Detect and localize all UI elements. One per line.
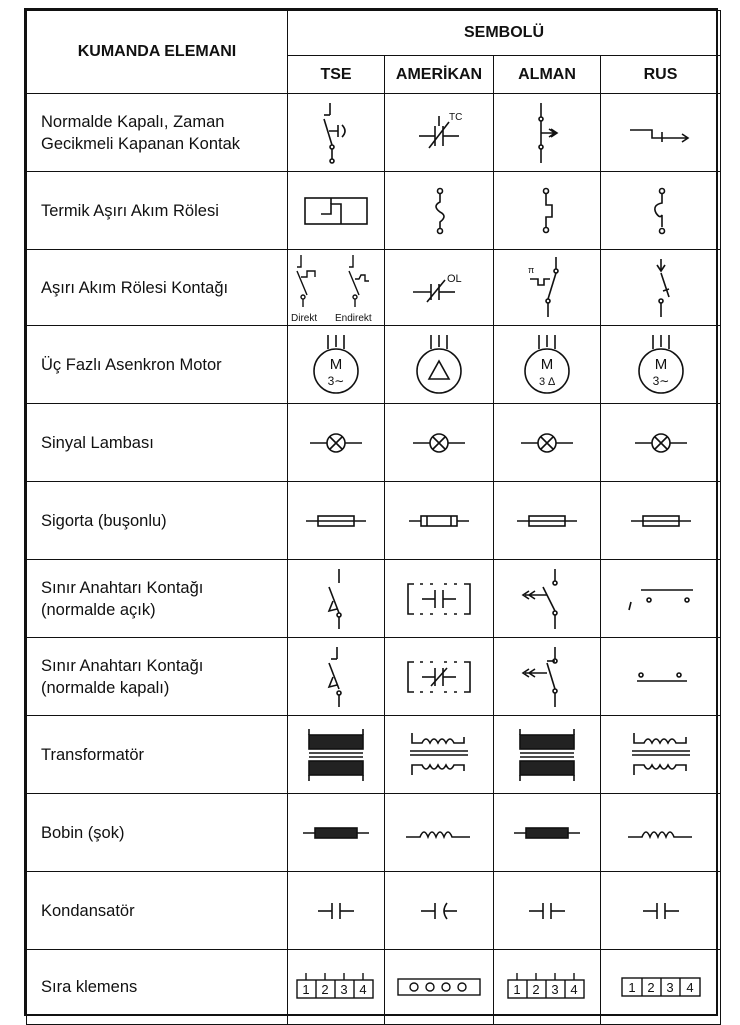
row-label-line: Normalde Kapalı, Zaman (41, 112, 225, 131)
table-row (27, 716, 721, 794)
symbol-tse (288, 172, 385, 250)
table-row (27, 94, 721, 172)
three-phase-motor-rus-symbol (631, 333, 691, 397)
nc-time-delay-contact-alman-symbol (527, 101, 567, 165)
row-label-line: Sıra klemens (41, 978, 138, 996)
symbol-rus (601, 560, 721, 638)
table-row (27, 638, 721, 716)
row-label-line: Transformatör (41, 745, 144, 764)
choke-coil-tse-symbol (301, 825, 371, 841)
capacitor-alman-symbol (527, 901, 567, 921)
symbol-amerikan (385, 94, 494, 172)
three-phase-motor-amerikan-symbol (409, 333, 469, 397)
row-label-line: Bobin (şok) (41, 823, 125, 842)
table-row (27, 560, 721, 638)
symbol-amerikan (385, 950, 494, 1025)
choke-coil-rus-symbol (626, 823, 696, 843)
symbol-alman (494, 172, 601, 250)
row-label-line: (normalde kapalı) (41, 678, 170, 697)
row-label (27, 716, 288, 794)
terminal-number: 4 (570, 982, 578, 997)
row-label-line: Sınır Anahtarı Kontağı (41, 578, 204, 597)
terminal-number: 2 (532, 982, 540, 997)
symbol-tse (288, 794, 385, 872)
symbol-amerikan (385, 172, 494, 250)
row-label-line: Kondansatör (41, 901, 135, 920)
symbol-amerikan (385, 872, 494, 950)
symbol-rus (601, 950, 721, 1025)
symbol-tse (288, 950, 385, 1025)
motor-phase-label: 3 ∆ (539, 375, 555, 388)
symbol-table (26, 10, 721, 1025)
three-phase-motor-alman-symbol (517, 333, 577, 397)
symbol-amerikan (385, 404, 494, 482)
symbol-rus (601, 94, 721, 172)
symbol-tse (288, 716, 385, 794)
header-row-top (27, 11, 721, 56)
amerikan-tc-label: TC (449, 111, 463, 123)
limit-switch-nc-amerikan-symbol (404, 658, 474, 696)
table-row (27, 950, 721, 1025)
terminal-number: 4 (685, 980, 694, 995)
terminal-number: 3 (665, 980, 674, 995)
motor-m-label: M (329, 355, 343, 373)
terminal-number: 4 (359, 982, 367, 997)
terminal-number: 1 (513, 982, 521, 997)
symbol-rus (601, 250, 721, 326)
terminal-number: 1 (302, 982, 310, 997)
symbol-rus (601, 638, 721, 716)
row-label-line: Sigorta (buşonlu) (41, 511, 167, 530)
row-label-line: Gecikmeli Kapanan Kontak (41, 134, 241, 153)
row-label (27, 172, 288, 250)
row-label (27, 638, 288, 716)
transformer-alman-symbol (514, 725, 580, 785)
overload-relay-contact-alman-symbol (522, 255, 572, 321)
symbol-amerikan (385, 482, 494, 560)
row-label-line: Sınır Anahtarı Kontağı (41, 656, 204, 675)
terminal-block-tse-symbol (293, 970, 379, 1004)
symbol-rus (601, 404, 721, 482)
terminal-number: 2 (321, 982, 329, 997)
nc-time-delay-contact-rus-symbol (626, 118, 696, 148)
three-phase-motor-tse-symbol (306, 333, 366, 397)
row-label (27, 94, 288, 172)
header-element: KUMANDA ELEMANI (27, 11, 288, 94)
limit-switch-no-alman-symbol (517, 567, 577, 631)
symbol-alman (494, 560, 601, 638)
transformer-tse-symbol (303, 725, 369, 785)
terminal-number: 1 (627, 980, 636, 995)
overload-relay-contact-amerikan-symbol (407, 268, 471, 308)
transformer-amerikan-symbol (404, 729, 474, 781)
row-label-line: Sinyal Lambası (41, 433, 154, 452)
symbol-alman (494, 872, 601, 950)
thermal-overload-relay-amerikan-symbol (424, 185, 454, 237)
row-label-line: Üç Fazlı Asenkron Motor (41, 355, 222, 374)
symbol-alman (494, 250, 601, 326)
limit-switch-nc-tse-symbol (321, 645, 351, 709)
symbol-alman (494, 950, 601, 1025)
symbol-amerikan (385, 560, 494, 638)
row-label-line: Termik Aşırı Akım Rölesi (41, 201, 219, 220)
symbol-tse (288, 94, 385, 172)
symbol-rus (601, 172, 721, 250)
symbol-amerikan (385, 638, 494, 716)
table-row (27, 172, 721, 250)
nc-time-delay-contact-amerikan-symbol (409, 108, 469, 158)
row-label (27, 560, 288, 638)
fuse-tse-symbol (304, 513, 368, 529)
header-tse: TSE (288, 56, 385, 94)
capacitor-tse-symbol (316, 901, 356, 921)
signal-lamp-amerikan-symbol (411, 431, 467, 455)
row-label (27, 404, 288, 482)
row-label-line: (normalde açık) (41, 600, 156, 619)
thermal-overload-relay-tse-symbol (301, 194, 371, 228)
motor-phase-label: 3∼ (652, 373, 669, 388)
terminal-number: 3 (340, 982, 348, 997)
symbol-alman (494, 716, 601, 794)
header-amerikan: AMERİKAN (385, 56, 494, 94)
table-row (27, 794, 721, 872)
motor-phase-label: 3∼ (327, 373, 345, 388)
symbol-tse (288, 250, 385, 326)
nc-time-delay-contact-tse-symbol (316, 101, 356, 165)
header-alman: ALMAN (494, 56, 601, 94)
row-label (27, 872, 288, 950)
limit-switch-no-tse-symbol (321, 567, 351, 631)
signal-lamp-tse-symbol (308, 431, 364, 455)
amerikan-ol-label: OL (447, 272, 462, 285)
tse-endirekt-label: Endirekt (335, 312, 372, 324)
capacitor-amerikan-symbol (419, 901, 459, 921)
symbol-rus (601, 716, 721, 794)
row-label (27, 794, 288, 872)
symbol-rus (601, 482, 721, 560)
motor-m-label: M (654, 355, 667, 373)
symbol-rus (601, 326, 721, 404)
symbol-tse (288, 872, 385, 950)
symbol-tse (288, 560, 385, 638)
limit-switch-nc-rus-symbol (631, 667, 691, 687)
alman-pi-mark: π (528, 264, 535, 275)
signal-lamp-rus-symbol (633, 431, 689, 455)
symbol-alman (494, 404, 601, 482)
table-row (27, 250, 721, 326)
symbol-table-sheet (24, 8, 718, 1016)
symbol-tse (288, 482, 385, 560)
motor-m-label: M (540, 355, 554, 373)
terminal-block-amerikan-symbol (394, 975, 484, 999)
limit-switch-nc-alman-symbol (517, 645, 577, 709)
table-row (27, 872, 721, 950)
symbol-tse (288, 638, 385, 716)
choke-coil-amerikan-symbol (404, 823, 474, 843)
symbol-alman (494, 94, 601, 172)
fuse-rus-symbol (629, 513, 693, 529)
row-label (27, 326, 288, 404)
terminal-block-rus-symbol (616, 974, 706, 1000)
terminal-number: 3 (551, 982, 559, 997)
symbol-tse (288, 326, 385, 404)
thermal-overload-relay-alman-symbol (532, 185, 562, 237)
header-symbol: SEMBOLÜ (288, 11, 721, 56)
symbol-alman (494, 326, 601, 404)
terminal-number: 2 (646, 980, 655, 995)
symbol-alman (494, 482, 601, 560)
row-label-line: Aşırı Akım Rölesi Kontağı (41, 278, 229, 297)
header-rus: RUS (601, 56, 721, 94)
symbol-rus (601, 872, 721, 950)
table-row (27, 326, 721, 404)
symbol-amerikan (385, 794, 494, 872)
overload-relay-contact-tse-symbol (289, 253, 383, 323)
symbol-rus (601, 794, 721, 872)
symbol-amerikan (385, 716, 494, 794)
tse-direkt-label: Direkt (291, 312, 318, 324)
terminal-block-alman-symbol (504, 970, 590, 1004)
transformer-rus-symbol (626, 729, 696, 781)
symbol-alman (494, 794, 601, 872)
thermal-overload-relay-rus-symbol (646, 185, 676, 237)
overload-relay-contact-rus-symbol (641, 255, 681, 321)
row-label (27, 250, 288, 326)
symbol-amerikan (385, 326, 494, 404)
choke-coil-alman-symbol (512, 825, 582, 841)
table-row (27, 404, 721, 482)
fuse-alman-symbol (515, 513, 579, 529)
symbol-tse (288, 404, 385, 482)
fuse-amerikan-symbol (407, 513, 471, 529)
row-label (27, 482, 288, 560)
symbol-amerikan (385, 250, 494, 326)
limit-switch-no-amerikan-symbol (404, 580, 474, 618)
limit-switch-no-rus-symbol (623, 584, 699, 614)
capacitor-rus-symbol (641, 901, 681, 921)
signal-lamp-alman-symbol (519, 431, 575, 455)
table-row (27, 482, 721, 560)
row-label (27, 950, 288, 1025)
symbol-alman (494, 638, 601, 716)
